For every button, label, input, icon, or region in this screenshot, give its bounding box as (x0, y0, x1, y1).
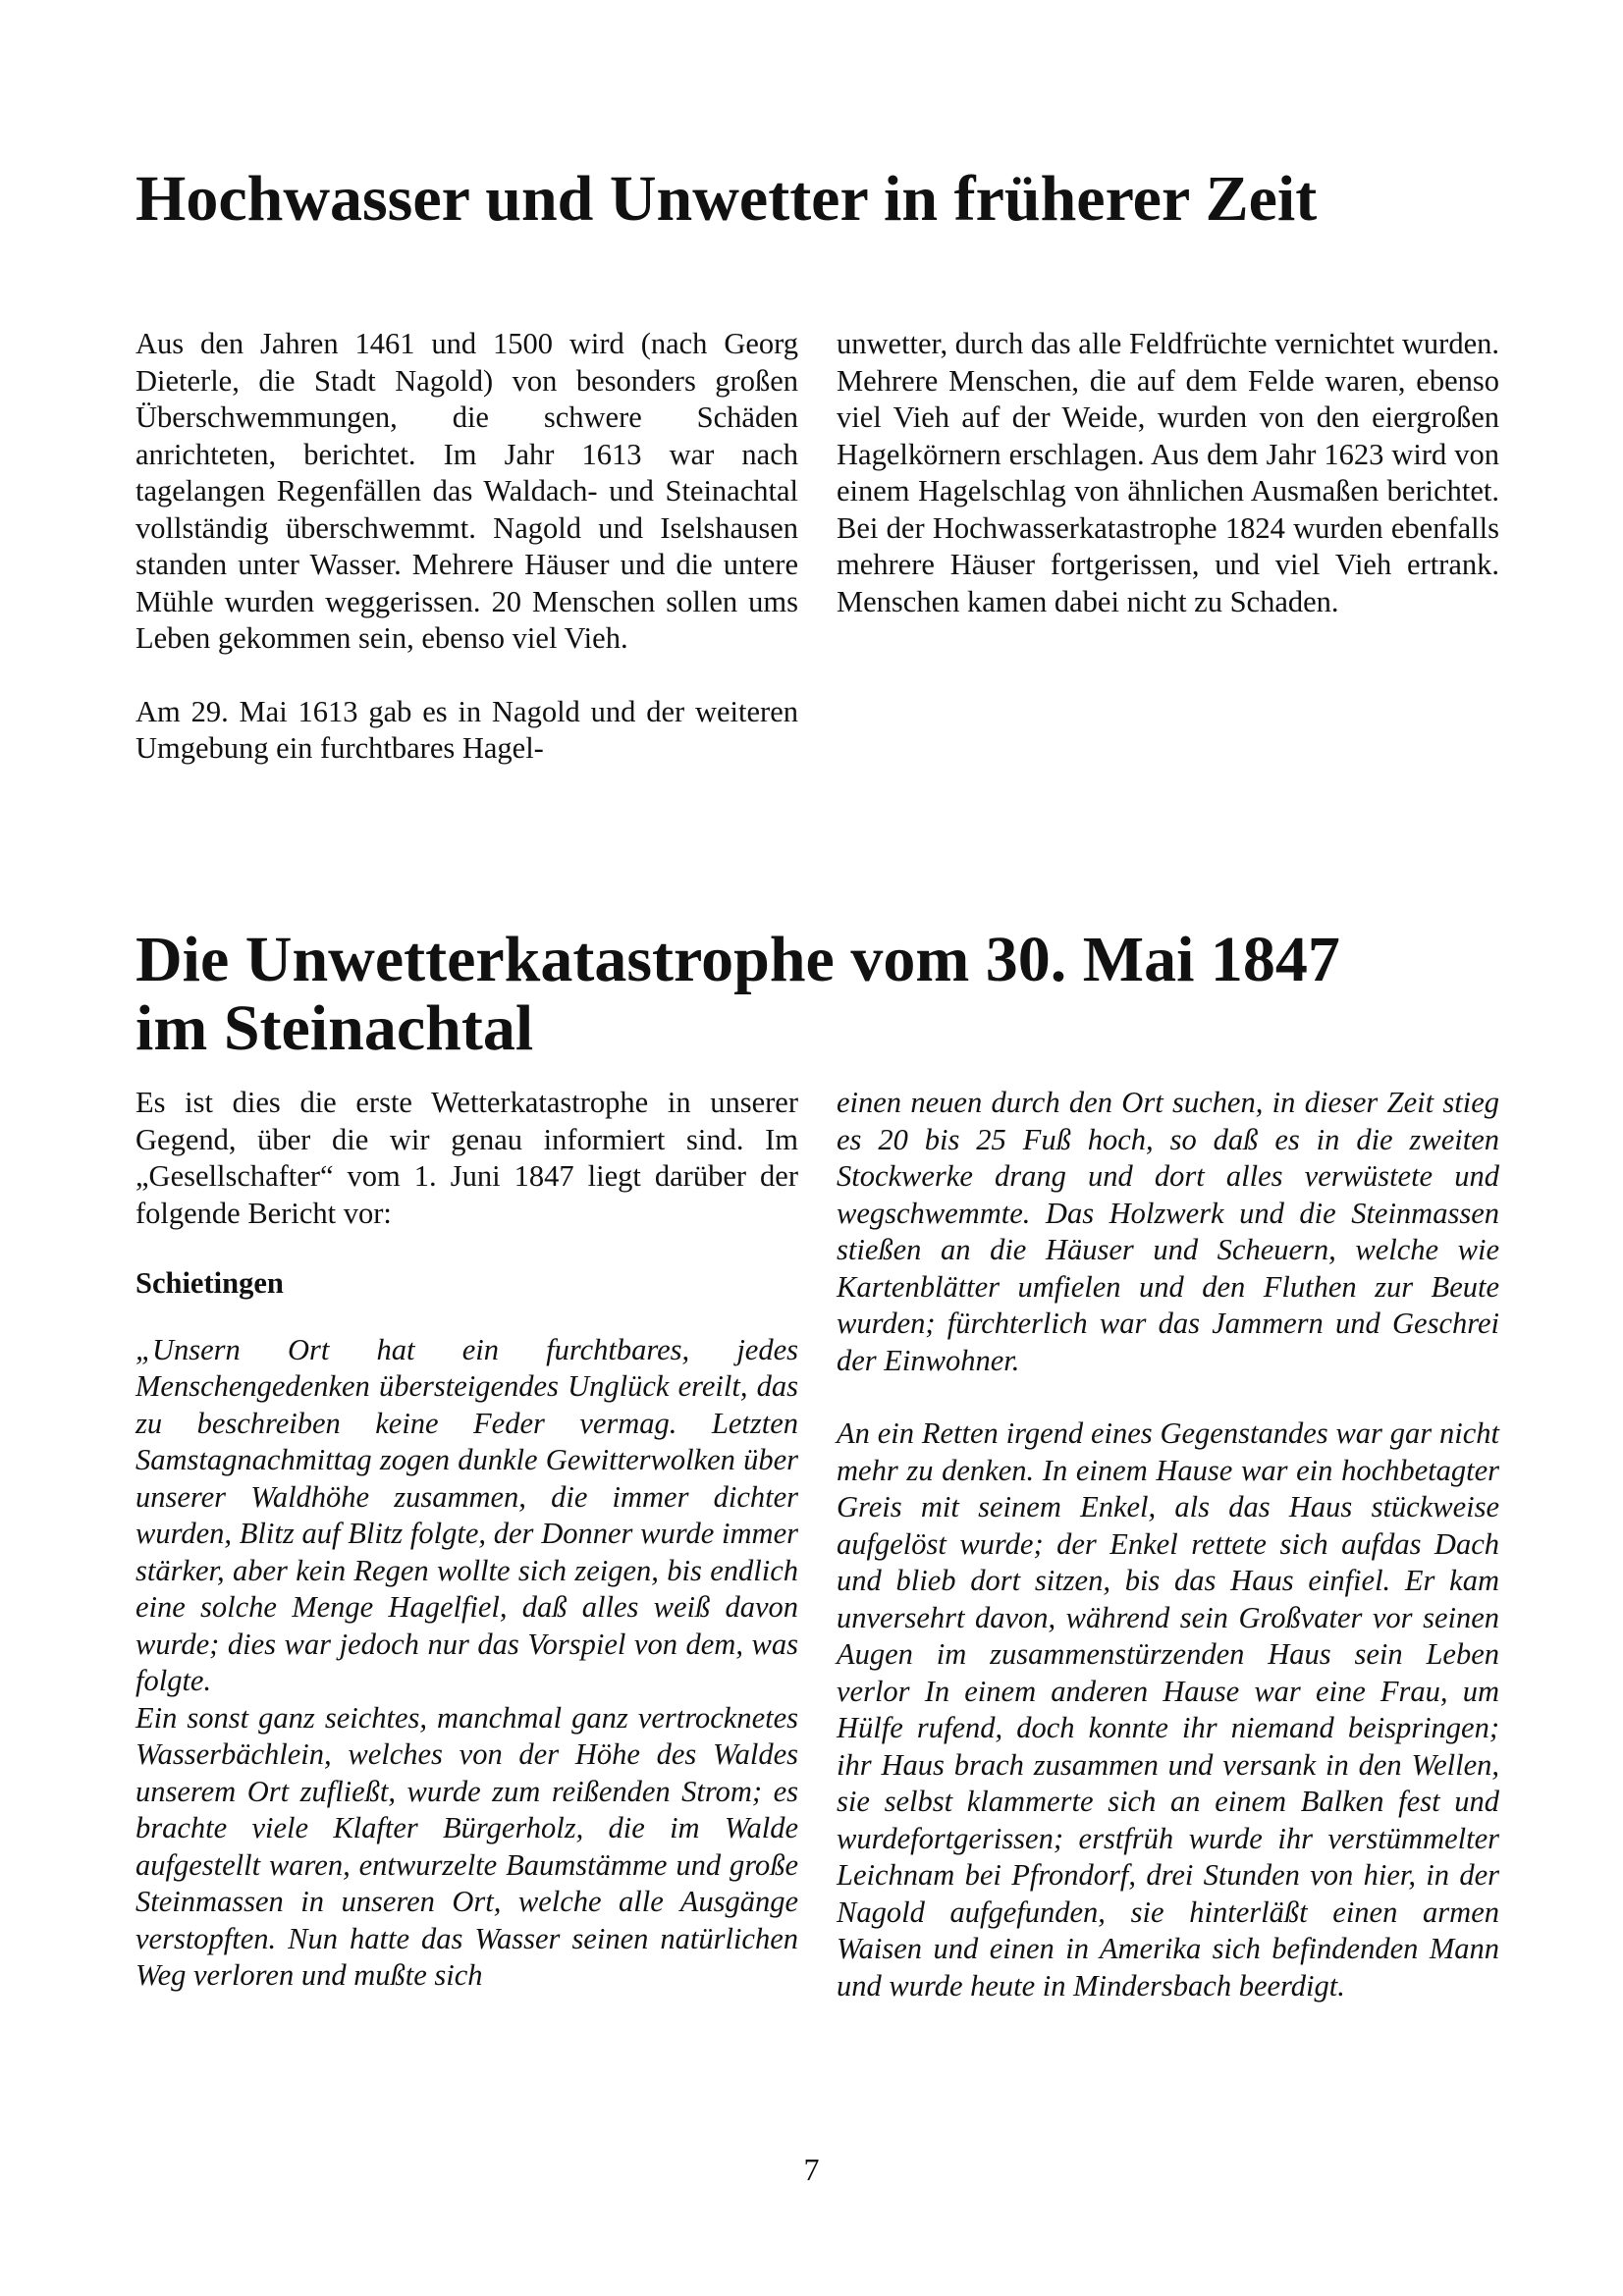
title-line-1: Die Unwetterkatastrophe vom 30. Mai 1847 (135, 924, 1340, 995)
section2-column-left (135, 1085, 798, 1995)
page-number: 7 (803, 2152, 820, 2187)
section1-column-right (837, 326, 1499, 620)
paragraph: unwetter, durch das alle Feldfrüchte vernichtet wurden. Mehrere Menschen, die auf dem Felde waren, ebenso viel Vieh auf der Weide, wurden von den eiergroßen Hagelkörnern erschlagen. Aus dem Jahr 1623 wird von einem Hagelschlag von ähnlichen Ausmaßen berichtet. Bei der Hochwasserkatastrophe 1824 wurden ebenfalls mehrere Häuser fortgerissen, und viel Vieh ertrank. Menschen kamen dabei nicht zu Schaden. (837, 327, 1499, 618)
intro-paragraph: Es ist dies die erste Wetterkatastrophe in unserer Gegend, über die wir genau informiert sind. Im „Gesellschafter“ vom 1. Juni 1847 liegt darüber der folgende Bericht vor: (135, 1086, 798, 1230)
quote-paragraph: einen neuen durch den Ort suchen, in dieser Zeit stieg es 20 bis 25 Fuß hoch, so daß es in die zweiten Stockwerke drang und dort alles verwüstete und wegschwemmte. Das Holzwerk und die Steinmassen stießen an die Häuser und Scheuern, welche wie Kartenblätter umfielen und den Fluthen zur Beute wurden; fürchterlich war das Jammern und Geschrei der Einwohner. (837, 1086, 1499, 1377)
section-title-flood-history: Hochwasser und Unwetter in früherer Zeit (135, 163, 1318, 235)
section-title-storm-1847 (135, 926, 1490, 1063)
section2-column-right (837, 1085, 1499, 2004)
title-line-2: im Steinachtal (135, 992, 534, 1064)
quote-paragraph: „Unsern Ort hat ein furchtbares, jedes Menschengedenken übersteigendes Unglück ereilt, das zu beschreiben keine Feder vermag. Letzten Samstagnachmittag zogen dunkle Gewitterwolken über unserer Waldhöhe zusammen, die immer dichter wurden, Blitz auf Blitz folgte, der Donner wurde immer stärker, aber kein Regen wollte sich zeigen, bis endlich eine solche Menge Hagelfiel, daß alles weiß davon wurde; dies war jedoch nur das Vorspiel von dem, was folgte. (135, 1332, 798, 1697)
quoted-report (135, 1332, 798, 1995)
section1-column-left (135, 326, 798, 768)
subheading-schietingen: Schietingen (135, 1266, 284, 1300)
paragraph: Am 29. Mai 1613 gab es in Nagold und der weiteren Umgebung ein furchtbares Hagel- (135, 694, 798, 765)
quote-paragraph: An ein Retten irgend eines Gegenstandes war gar nicht mehr zu denken. In einem Hause war ein hochbetagter Greis mit seinem Enkel, als das Haus stückweise aufgelöst wurde; der Enkel rettete sich aufdas Dach und blieb dort sitzen, bis das Haus einfiel. Er kam unversehrt davon, während sein Großvater vor seinen Augen im zusammenstürzenden Haus sein Leben verlor In einem anderen Hause war eine Frau, um Hülfe rufend, doch konnte ihr niemand beispringen; ihr Haus brach zusammen und versank in den Wellen, sie selbst klammerte sich an einem Balken fest und wurdefortgerissen; erstfrüh wurde ihr verstümmelter Leichnam bei Pfrondorf, drei Stunden von hier, in der Nagold aufgefunden, sie hinterläßt einen armen Waisen und einen in Amerika sich befindenden Mann und wurde heute in Mindersbach beerdigt. (837, 1416, 1499, 2002)
quote-paragraph: Ein sonst ganz seichtes, manchmal ganz vertrocknetes Wasserbächlein, welches von der Höhe des Waldes unserem Ort zufließt, wurde zum reißenden Strom; es brachte viele Klafter Bürgerholz, die im Walde aufgestellt waren, entwurzelte Baumstämme und große Steinmassen in unseren Ort, welche alle Ausgänge verstopften. Nun hatte das Wasser seinen natürlichen Weg verloren und mußte sich (135, 1700, 798, 1992)
paragraph: Aus den Jahren 1461 und 1500 wird (nach Georg Dieterle, die Stadt Nagold) von besonders großen Überschwemmungen, die schwere Schäden anrichteten, berichtet. Im Jahr 1613 war nach tagelangen Regenfällen das Waldach- und Steinachtal vollständig überschwemmt. Nagold und Iselshausen standen unter Wasser. Mehrere Häuser und die untere Mühle wurden weggerissen. 20 Menschen sollen ums Leben gekommen sein, ebenso viel Vieh. (135, 327, 798, 655)
